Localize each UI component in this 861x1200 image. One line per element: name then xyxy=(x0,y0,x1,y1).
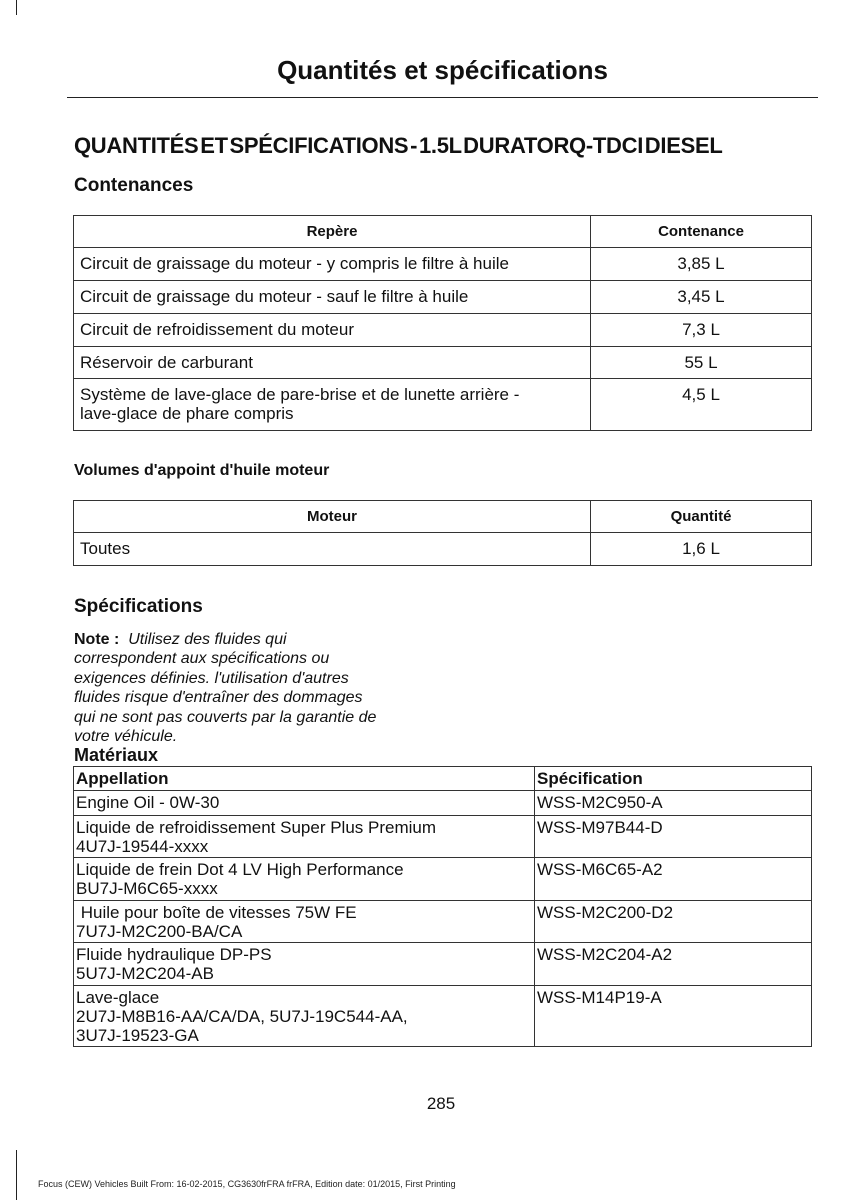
table-row xyxy=(74,314,812,347)
row-label: Toutes xyxy=(74,533,591,566)
table-row xyxy=(74,858,812,901)
row-label xyxy=(74,314,591,347)
table-row xyxy=(74,248,812,281)
material-name-line: 4U7J-19544-xxxx xyxy=(76,837,209,856)
materials-heading: Matériaux xyxy=(74,745,159,765)
table-row xyxy=(74,379,812,431)
material-name-line: Fluide hydraulique DP-PS xyxy=(76,945,272,964)
material-name-line: Liquide de frein Dot 4 LV High Performance xyxy=(76,860,404,879)
row-label-line: Circuit de refroidissement du moteur xyxy=(80,320,355,339)
material-spec: WSS-M2C950-A xyxy=(535,791,812,816)
materials-table xyxy=(73,766,812,1047)
material-spec: WSS-M6C65-A2 xyxy=(535,858,812,901)
table-row xyxy=(74,986,812,1047)
note-line xyxy=(74,630,444,649)
row-value: 55 L xyxy=(591,347,812,379)
material-name xyxy=(74,791,535,816)
row-label-line: Circuit de graissage du moteur - sauf le filtre à huile xyxy=(80,287,469,306)
note-line: qui ne sont pas couverts par la garantie de xyxy=(74,708,377,726)
note-text: Utilisez des fluides qui xyxy=(128,631,287,648)
material-name-line: 3U7J-19523-GA xyxy=(76,1026,199,1045)
table-header-row xyxy=(74,216,812,248)
row-label xyxy=(74,281,591,314)
row-value: 3,85 L xyxy=(591,248,812,281)
note-line: fluides risque d'entraîner des dommages xyxy=(74,689,363,707)
row-value: 4,5 L xyxy=(591,379,812,431)
page-number: 285 xyxy=(426,1094,456,1113)
oil-topup-table xyxy=(73,500,812,566)
material-spec: WSS-M97B44-D xyxy=(535,816,812,858)
material-name-line: Lave-glace xyxy=(76,988,160,1007)
table-row xyxy=(74,816,812,858)
capacities-table xyxy=(73,215,812,431)
row-label xyxy=(74,379,591,431)
specifications-heading: Spécifications xyxy=(74,596,203,617)
material-name xyxy=(74,816,535,858)
table-row xyxy=(74,533,812,566)
crop-mark-bottom xyxy=(16,1150,17,1200)
row-label xyxy=(74,248,591,281)
material-name-line: Huile pour boîte de vitesses 75W FE xyxy=(76,903,357,922)
note-label: Note : xyxy=(74,631,120,648)
column-header-contenance: Contenance xyxy=(591,216,812,248)
material-name xyxy=(74,986,535,1047)
material-name-line: 2U7J-M8B16-AA/CA/DA, 5U7J-19C544-AA, xyxy=(76,1007,408,1026)
material-spec: WSS-M14P19-A xyxy=(535,986,812,1047)
material-name-line: 5U7J-M2C204-AB xyxy=(76,964,214,983)
row-label-line: Réservoir de carburant xyxy=(80,353,253,372)
table-row xyxy=(74,943,812,986)
column-header-specification: Spécification xyxy=(535,767,812,791)
material-name-line: Engine Oil - 0W-30 xyxy=(76,793,220,812)
oil-topup-heading: Volumes d'appoint d'huile moteur xyxy=(74,462,330,479)
table-row xyxy=(74,347,812,379)
row-label-line: Système de lave-glace de pare-brise et de lunette arrière - xyxy=(80,385,520,404)
note-line: votre véhicule. xyxy=(74,728,178,746)
row-value: 7,3 L xyxy=(591,314,812,347)
table-header-row xyxy=(74,767,812,791)
crop-mark-top xyxy=(16,0,17,15)
column-header-quantite: Quantité xyxy=(591,501,812,533)
title-divider xyxy=(67,97,818,98)
row-value: 3,45 L xyxy=(591,281,812,314)
material-name-line: BU7J-M6C65-xxxx xyxy=(76,879,218,898)
table-row xyxy=(74,901,812,943)
table-row xyxy=(74,791,812,816)
row-value: 1,6 L xyxy=(591,533,812,566)
material-name-line: Liquide de refroidissement Super Plus Premium xyxy=(76,818,437,837)
material-name xyxy=(74,901,535,943)
material-name-line: 7U7J-M2C200-BA/CA xyxy=(76,922,243,941)
footer-printing-info: Focus (CEW) Vehicles Built From: 16-02-2015, CG3630frFRA frFRA, Edition date: 01/2015, First Printing xyxy=(38,1179,456,1189)
row-label-line: Circuit de graissage du moteur - y compris le filtre à huile xyxy=(80,254,509,273)
table-header-row xyxy=(74,501,812,533)
material-name xyxy=(74,858,535,901)
material-name xyxy=(74,943,535,986)
row-label xyxy=(74,347,591,379)
table-row xyxy=(74,281,812,314)
column-header-appellation: Appellation xyxy=(74,767,535,791)
section-title: QUANTITÉS ET SPÉCIFICATIONS - 1.5L DURATORQ-TDCI DIESEL xyxy=(74,133,723,158)
column-header-moteur: Moteur xyxy=(74,501,591,533)
material-spec: WSS-M2C200-D2 xyxy=(535,901,812,943)
note-line: correspondent aux spécifications ou xyxy=(74,650,330,668)
column-header-repere: Repère xyxy=(74,216,591,248)
page-title: Quantités et spécifications xyxy=(277,55,608,85)
note-paragraph xyxy=(74,630,444,746)
note-line: exigences définies. l'utilisation d'autres xyxy=(74,669,349,687)
material-spec: WSS-M2C204-A2 xyxy=(535,943,812,986)
row-label-line: lave-glace de phare compris xyxy=(80,404,294,423)
capacities-heading: Contenances xyxy=(74,175,194,196)
